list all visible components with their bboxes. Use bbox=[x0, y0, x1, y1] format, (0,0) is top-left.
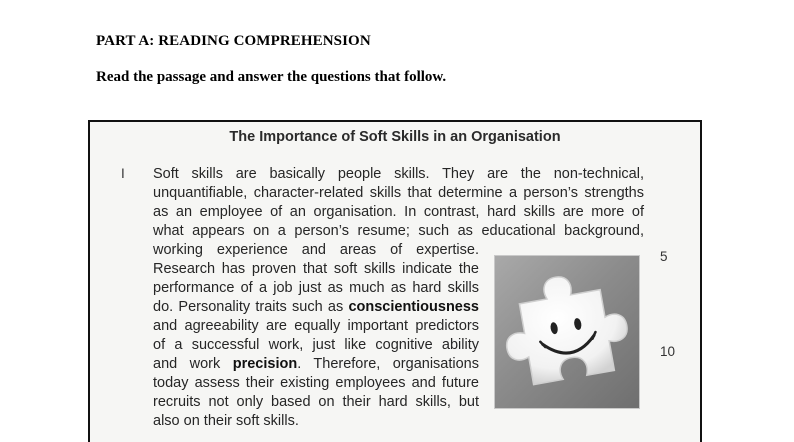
bold-word-conscientiousness: conscientiousness bbox=[348, 299, 479, 315]
passage-line-tail: . Therefore, organisations bbox=[297, 356, 479, 372]
passage-line: Research has proven that soft skills indicate the bbox=[153, 261, 479, 277]
passage-line-text: and work bbox=[153, 356, 221, 372]
line-marker-5: 5 bbox=[660, 249, 668, 264]
passage-box bbox=[88, 120, 702, 442]
passage-line: performance of a job just as much as hard skills bbox=[153, 280, 479, 296]
smiley-puzzle-piece-icon bbox=[494, 255, 640, 409]
passage-line: Soft skills are basically people skills. They are the non-technical, bbox=[153, 166, 644, 182]
part-heading: PART A: READING COMPREHENSION bbox=[96, 33, 371, 49]
passage-line: as an employee of an organisation. In contrast, hard skills are more of bbox=[153, 204, 644, 220]
passage-line: what appears on a person’s resume; such as educational background, bbox=[153, 223, 644, 239]
instruction-text: Read the passage and answer the questions that follow. bbox=[96, 69, 447, 85]
bold-word-precision: precision bbox=[232, 356, 298, 372]
puzzle-illustration bbox=[495, 256, 639, 408]
passage-line: and agreeability are equally important predictors bbox=[153, 318, 479, 334]
passage-line bbox=[153, 355, 479, 374]
passage-line: also on their soft skills. bbox=[153, 413, 299, 429]
passage-title: The Importance of Soft Skills in an Organisation bbox=[229, 129, 561, 145]
passage-line: today assess their existing employees and future bbox=[153, 375, 479, 391]
passage-line-text: do. Personality traits such as bbox=[153, 299, 344, 315]
passage-line: recruits not only based on their hard skills, but bbox=[153, 394, 479, 410]
passage-line: of a successful work, just like cognitive ability bbox=[153, 337, 479, 353]
passage-line: unquantifiable, character-related skills that determine a person’s strengths bbox=[153, 185, 644, 201]
paragraph-number: I bbox=[121, 166, 125, 181]
line-marker-10: 10 bbox=[660, 344, 676, 359]
passage-line: working experience and areas of expertise. bbox=[153, 242, 479, 258]
passage-line bbox=[153, 298, 479, 317]
